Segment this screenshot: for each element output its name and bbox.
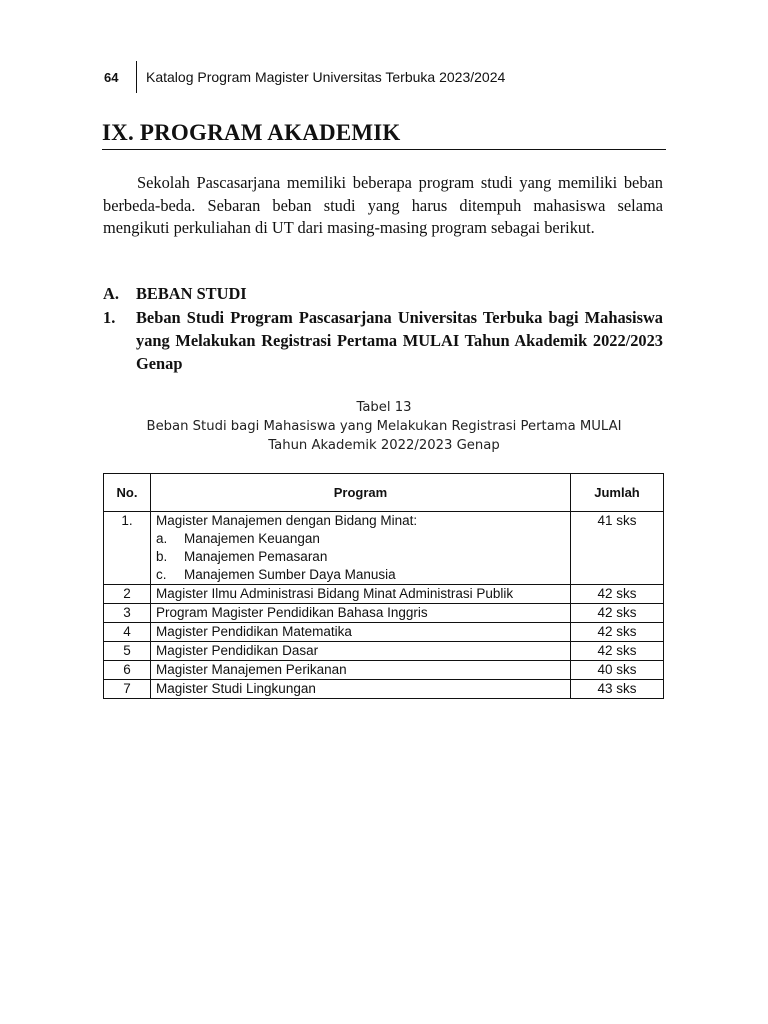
chapter-title: IX. PROGRAM AKADEMIK — [102, 120, 666, 150]
row-program: Magister Ilmu Administrasi Bidang Minat Administrasi Publik — [151, 585, 571, 604]
row-no: 5 — [104, 642, 151, 661]
header-jumlah: Jumlah — [571, 474, 664, 512]
table-row — [104, 623, 664, 642]
header-divider — [136, 61, 137, 93]
section-1-heading — [103, 306, 663, 375]
row-jumlah: 43 sks — [571, 680, 664, 699]
table-row — [104, 585, 664, 604]
row-program: Program Magister Pendidikan Bahasa Inggris — [151, 604, 571, 623]
caption-label: Tabel 13 — [356, 400, 412, 415]
study-load-table — [103, 473, 664, 699]
row-jumlah: 42 sks — [571, 604, 664, 623]
running-title: Katalog Program Magister Universitas Terbuka 2023/2024 — [146, 69, 506, 85]
sub-item-label: Manajemen Keuangan — [184, 531, 320, 546]
table-row — [104, 680, 664, 699]
table-row — [104, 661, 664, 680]
sub-item — [156, 530, 565, 548]
sub-item — [156, 566, 565, 584]
sub-item — [156, 548, 565, 566]
sub-item-letter: c. — [156, 567, 167, 582]
row-jumlah: 42 sks — [571, 585, 664, 604]
sub-item-label: Manajemen Pemasaran — [184, 549, 328, 564]
row-program — [151, 512, 571, 585]
page-number: 64 — [104, 69, 119, 85]
row-no: 6 — [104, 661, 151, 680]
row-no: 7 — [104, 680, 151, 699]
row-jumlah: 42 sks — [571, 623, 664, 642]
row-jumlah: 42 sks — [571, 642, 664, 661]
row-jumlah: 40 sks — [571, 661, 664, 680]
section-a-marker: A. — [103, 284, 119, 303]
row-program: Magister Pendidikan Matematika — [151, 623, 571, 642]
header-program: Program — [151, 474, 571, 512]
row-no: 1. — [104, 512, 151, 585]
section-a-heading — [103, 284, 247, 304]
section-a-title: BEBAN STUDI — [136, 284, 247, 303]
intro-paragraph: Sekolah Pascasarjana memiliki beberapa program studi yang memiliki beban berbeda-beda. Sebaran beban studi yang harus ditempuh mahasiswa selama mengikuti perkuliahan di UT dari masing-masing program sebagai berikut. — [103, 173, 663, 237]
row-no: 4 — [104, 623, 151, 642]
section-1-marker: 1. — [103, 308, 116, 327]
table-row — [104, 512, 664, 585]
section-1-title: Beban Studi Program Pascasarjana Universitas Terbuka bagi Mahasiswa yang Melakukan Registrasi Pertama MULAI Tahun Akademik 2022/2023 Genap — [136, 308, 663, 373]
row-no: 3 — [104, 604, 151, 623]
sub-item-letter: b. — [156, 549, 168, 564]
table-row — [104, 642, 664, 661]
row-program: Magister Manajemen Perikanan — [151, 661, 571, 680]
table-row — [104, 604, 664, 623]
header-no: No. — [104, 474, 151, 512]
sub-item-label: Manajemen Sumber Daya Manusia — [184, 567, 396, 582]
caption-title-line1: Beban Studi bagi Mahasiswa yang Melakukan Registrasi Pertama MULAI — [146, 419, 622, 434]
running-header — [104, 60, 505, 94]
row-no: 2 — [104, 585, 151, 604]
caption-title-line2: Tahun Akademik 2022/2023 Genap — [268, 438, 500, 453]
program-name: Magister Manajemen dengan Bidang Minat: — [156, 513, 418, 528]
row-program: Magister Studi Lingkungan — [151, 680, 571, 699]
row-jumlah: 41 sks — [571, 512, 664, 585]
row-program: Magister Pendidikan Dasar — [151, 642, 571, 661]
table-caption — [104, 398, 664, 455]
table-header-row — [104, 474, 664, 512]
sub-item-letter: a. — [156, 531, 168, 546]
